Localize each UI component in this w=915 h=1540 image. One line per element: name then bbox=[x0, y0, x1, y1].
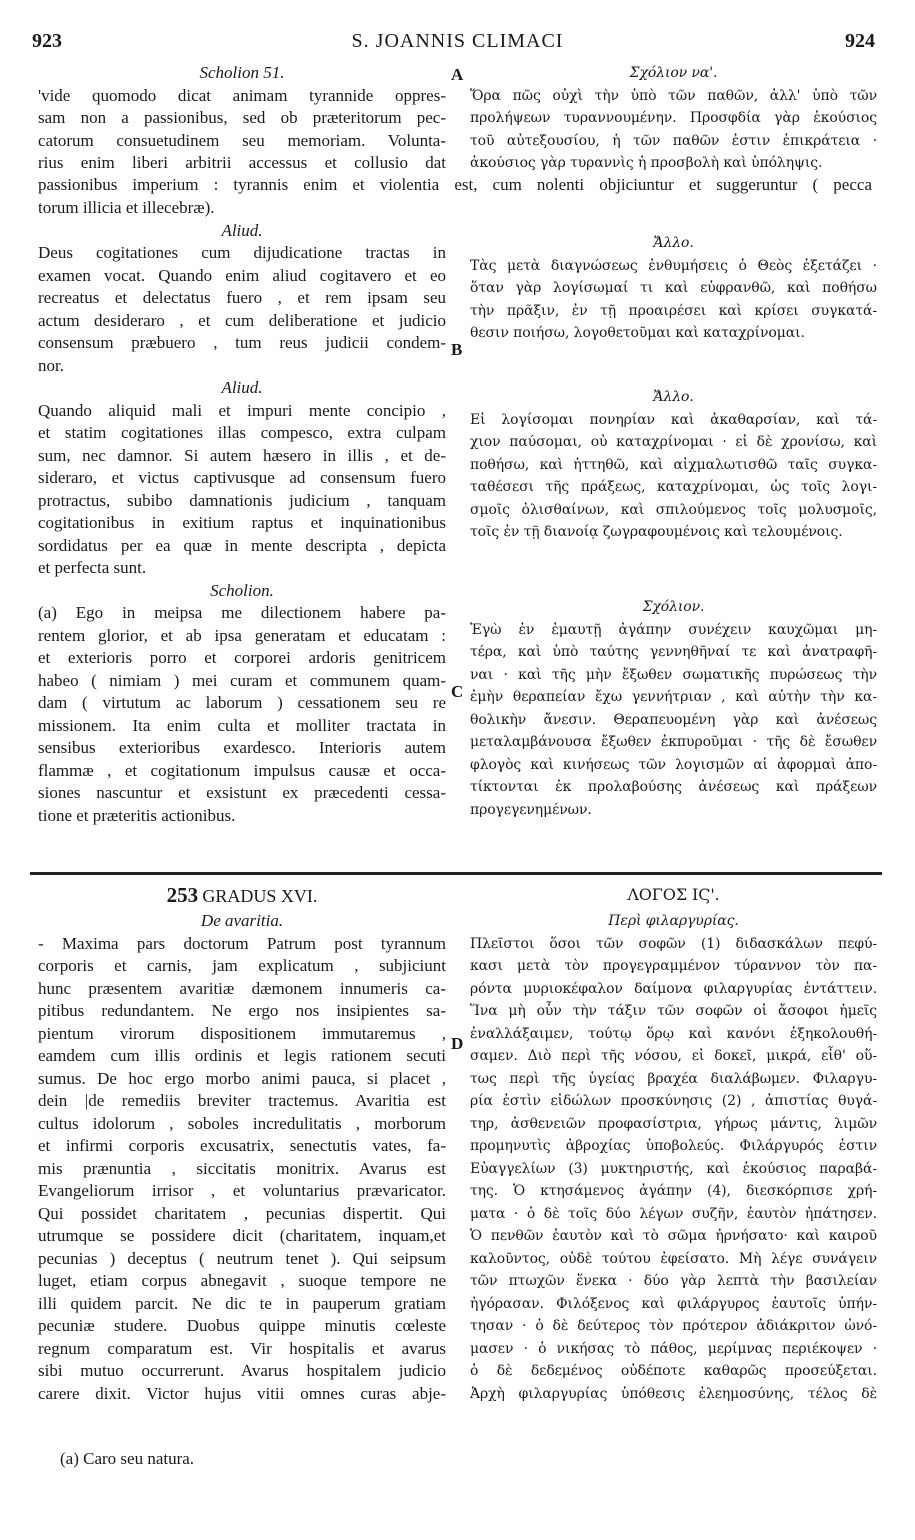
text-line: regnum comparatum est. Vir hospitalis et avarus bbox=[38, 1338, 446, 1358]
text-line: sam non a passionibus, sed ob præteritorum pec- bbox=[38, 108, 446, 127]
text-line: mis prænuntia , siccitatis monitrix. Avarus est bbox=[38, 1158, 446, 1178]
scholion-heading: Scholion. bbox=[210, 580, 274, 600]
text-line: - Maxima pars doctorum Patrum post tyrannum bbox=[38, 933, 446, 953]
section-title-greek: ΛΟΓΟΣ ΙϚ'. bbox=[627, 885, 720, 904]
text-line: Ὁ πενθῶν ἑαυτὸν καὶ τὸ σῶμα ἠρνήσατο· καὶ καιροῦ bbox=[470, 1228, 877, 1244]
text-line: sibi mutuo occurrerunt. Avarus hospitalem judicio bbox=[38, 1361, 446, 1380]
text-line: missionem. Ita enim culta et molliter tractata in bbox=[38, 715, 446, 735]
text-line: Εὐαγγελίων (3) μυκτηριστής, καὶ ἑκούσιος παραβά- bbox=[470, 1160, 877, 1177]
text-line: της. Ὁ κτησάμενος ἀγάπην (4), διεσκόρπισε χρή- bbox=[470, 1183, 877, 1199]
text-line: catorum consuetudinem seu memoriam. Volunta- bbox=[38, 130, 446, 150]
text-line: σμοῖς ὀλισθαίνων, καὶ σπιλούμενος τοῖς μολυσμοῖς, bbox=[470, 501, 877, 518]
text-line: nor. bbox=[38, 355, 64, 375]
text-line: actum desideraro , et cum deliberatione et judicio bbox=[38, 310, 446, 330]
lower-left-column bbox=[38, 884, 446, 1405]
text-line: Ἐγὼ ἐν ἐμαυτῇ ἀγάπην συνέχειν καυχῶμαι μη- bbox=[470, 621, 877, 638]
text-line: et infirmi corporis excusatrix, senectutis vates, fa- bbox=[38, 1136, 446, 1155]
text-line: sideraro, et victus captivusque ad consensum fuero bbox=[38, 468, 446, 487]
text-line: et statim cogitationes illas compesco, extra culpam bbox=[38, 423, 446, 442]
text-line: προμηνυτὶς ἀβροχίας ὑποβολεύς. Φιλάργυρός ἐστιν bbox=[470, 1138, 877, 1154]
text-line: ποθήσω, καὶ ἡττηθῶ, καὶ αἰχμαλωτισθῶ ταῖς συγκα- bbox=[470, 456, 877, 473]
text-line: hunc præsentem avaritiæ dæmonem innumeris ca- bbox=[38, 978, 446, 998]
text-line: ματα · ὁ δὲ τοῖς δύο λέγων συζῆν, ἑαυτὸν ἠπάτησεν. bbox=[470, 1205, 877, 1222]
text-line: Evangeliorum irrisor , et voluntarius prævaricator. bbox=[38, 1181, 446, 1200]
text-line: cogitationibus in exitium raptus et inquinationibus bbox=[38, 513, 446, 532]
text-line: τησαν · ὁ δὲ δεύτερος τὸν πρότερον ἀδιάκριτον ὠνό- bbox=[470, 1318, 877, 1334]
section-divider bbox=[30, 872, 882, 875]
upper-right-column-continued bbox=[470, 232, 877, 345]
text-line: (a) Ego in meipsa me dilectionem habere pa- bbox=[38, 603, 446, 622]
page-number-right: 924 bbox=[845, 30, 875, 52]
text-line: dam ( virtutum ac laborum ) cessationem seu re bbox=[38, 693, 446, 712]
text-line: μασεν · ὁ νικήσας τὸ πάθος, μερίμνας περιέκοψεν · bbox=[470, 1340, 877, 1357]
section-title: GRADUS XVI. bbox=[202, 886, 318, 906]
text-line: κασι μετὰ τὸν προγεγραμμένον τύραννον τὸν πα- bbox=[470, 958, 877, 974]
margin-marker-d: D bbox=[451, 1034, 464, 1053]
margin-marker-a: A bbox=[451, 65, 464, 84]
text-line: τηρ, ἀσθενειῶν προφασίστρια, γήρως μάντις, λιμῶν bbox=[470, 1115, 877, 1132]
text-line: ἀκούσιος γὰρ τυραννὶς ἡ προσβολὴ καὶ ὑπόληψις. bbox=[470, 155, 823, 171]
section-subtitle-greek: Περὶ φιλαργυρίας. bbox=[608, 913, 739, 929]
text-line: pientum virorum dispositionem immutaremus , bbox=[38, 1023, 446, 1043]
text-line: τέρα, καὶ ὑπὸ ταύτης γεννηθῆναί τε καὶ ἀνατραφῆ- bbox=[470, 644, 877, 660]
scholion-51-heading: Scholion 51. bbox=[199, 63, 285, 82]
text-line: habeo ( nimiam ) mei curam et communem quam- bbox=[38, 670, 446, 690]
text-line: examen vocat. Quando enim aliud cogitavero et eo bbox=[38, 265, 446, 285]
text-line: τως περὶ τῆς ὑγείας βραχέα διαλάβωμεν. Φιλαργυ- bbox=[470, 1070, 877, 1087]
text-line: ρία ἐστὶν εἰδώλων προσκύνησις (2) , ἀπιστίας θυγά- bbox=[470, 1093, 877, 1109]
text-line: Qui possidet charitatem , pecunias dispertit. Qui bbox=[38, 1203, 446, 1223]
running-title: S. JOANNIS CLIMACI bbox=[351, 30, 564, 52]
upper-right-column bbox=[470, 62, 877, 175]
allo-heading: Ἄλλο. bbox=[653, 235, 694, 251]
text-line: corporis et carnis, jam explicatum , subjiciunt bbox=[38, 956, 446, 975]
text-line: σαμεν. Διὸ περὶ τῆς νόσου, εἰ δοκεῖ, μικρά, εἶθ' οὕ- bbox=[470, 1048, 877, 1064]
text-line: μεταλαμβάνουσα ἔξωθεν ἐκπυροῦμαι · τῆς δὲ ἔσωθεν bbox=[470, 734, 877, 750]
text-line: consensum præbuero , tum reus judicii condem- bbox=[38, 333, 446, 352]
text-line: Deus cogitationes cum dijudicatione tractas in bbox=[38, 243, 446, 262]
text-line: sordidatus per ea quæ in mente descripta , depicta bbox=[38, 535, 446, 555]
text-line: rius enim liberi arbitrii accessus et collusio dat bbox=[38, 153, 446, 172]
text-line: eamdem cum illis ordinis et legis rationem secuti bbox=[38, 1046, 446, 1065]
text-line: recreatus et delectatus fuero , et rem ipsam seu bbox=[38, 288, 446, 307]
text-line: Ὅρα πῶς οὐχὶ τὴν ὑπὸ τῶν παθῶν, ἀλλ' ὑπὸ τῶν bbox=[470, 87, 877, 104]
allo-heading: Ἄλλο. bbox=[653, 389, 694, 405]
scholion-51-heading-greek: Σχόλιον να'. bbox=[629, 65, 718, 81]
text-line: torum illicia et illecebræ). bbox=[38, 198, 215, 217]
text-line: θεσιν ποιήσω, λογοθετοῦμαι καὶ καταχρίνομαι. bbox=[470, 325, 805, 341]
text-line: cultus idolorum , soboles incredulitatis , morborum bbox=[38, 1113, 446, 1133]
text-line: Τὰς μετὰ διαγνώσεως ἐνθυμήσεις ὁ Θεὸς ἐξετάζει · bbox=[470, 257, 877, 274]
text-line: Ἀρχὴ φιλαργυρίας ὑπόθεσις ἐλεημοσύνης, τέλος δὲ bbox=[470, 1385, 877, 1402]
text-line: ὅταν γὰρ λογίσωμαί τι καὶ εὐφρανθῶ, καὶ ποθήσω bbox=[470, 280, 877, 296]
text-line: ἠγόρασαν. Φιλόξενος καὶ φιλάργυρος ἑαυτοῖς ὑπήν- bbox=[470, 1295, 877, 1312]
text-line: καλοῦντος, οὐδὲ τούτου ἐφείσατο. Μὴ λέγε συνάγειν bbox=[470, 1250, 877, 1267]
text-line: sum, nec damnor. Si autem hæsero in illis , et de- bbox=[38, 445, 446, 465]
text-line: φλογὸς καὶ κινήσεως τῶν λογισμῶν αἱ ἀφορμαὶ ἀπο- bbox=[470, 756, 877, 773]
aliud-heading: Aliud. bbox=[221, 378, 263, 397]
aliud-heading: Aliud. bbox=[221, 220, 263, 240]
full-width-line: passionibus imperium : tyrannis enim et violentia est, cum nolenti objiciuntur et suggeruntur ( pecca bbox=[38, 175, 872, 194]
text-line: utrumque se possidere dicit (charitatem, inquam,et bbox=[38, 1226, 446, 1245]
text-line: ρόντα μυριοκέφαλον δαίμονα φιλαργυρίας ἐντάττειν. bbox=[470, 980, 877, 997]
section-number: 253 bbox=[166, 884, 199, 907]
text-line: ναι · καὶ τῆς μὴν ἔξωθεν σωματικῆς πυρώσεως τὴν bbox=[470, 666, 877, 683]
section-heading bbox=[38, 884, 446, 910]
text-line: dein |de remediis breviter tractemus. Avaritia est bbox=[38, 1091, 446, 1110]
text-line: flammæ , et cogitationum impulsus causæ et occa- bbox=[38, 760, 446, 780]
text-line: protractus, subibo damnationis judicium , tanquam bbox=[38, 490, 446, 510]
margin-marker-c: C bbox=[451, 682, 464, 701]
text-line: Quando aliquid mali et impuri mente concipio , bbox=[38, 400, 446, 420]
footnote: (a) Caro seu natura. bbox=[60, 1449, 195, 1468]
text-line: τῶν πτωχῶν ἕνεκα · δύο γὰρ λεπτὰ τὴν βασιλείαν bbox=[470, 1273, 877, 1289]
text-line: et exterioris porro et corporei ardoris genitricem bbox=[38, 648, 446, 667]
text-line: τοῦ αὐτεξουσίου, ἡ τῶν παθῶν ἐστιν ἐπικράτεια · bbox=[470, 132, 877, 149]
text-line: 'vide quomodo dicat animam tyrannide oppres- bbox=[38, 85, 446, 105]
upper-right-allo-2 bbox=[470, 386, 877, 544]
text-line: προλήψεων τυραννουμένην. Προσφδία γὰρ ἑκούσιος bbox=[470, 110, 877, 126]
text-line: pecuniæ studere. Duobus quippe minutis cœleste bbox=[38, 1316, 446, 1335]
upper-right-scholion bbox=[470, 596, 877, 821]
text-line: illi quidem parcit. Ne dic te in pauperum gratiam bbox=[38, 1293, 446, 1313]
text-line: luget, etiam corpus abnegavit , suoque tempore ne bbox=[38, 1271, 446, 1290]
upper-left-column bbox=[38, 62, 446, 175]
section-subtitle: De avaritia. bbox=[200, 911, 284, 930]
text-line: pitibus redundantem. Ne ergo nos insipientes sa- bbox=[38, 1001, 446, 1020]
text-line: ἐναλλάξαιμεν, τούτῳ ὅρῳ καὶ κανόνι ἐξηκολουθή- bbox=[470, 1025, 877, 1042]
margin-marker-b: B bbox=[451, 340, 463, 359]
text-line: χιον παύσομαι, οὐ καταχρίνομαι · εἰ δὲ χρονίσω, καὶ bbox=[470, 434, 877, 450]
upper-left-column-continued bbox=[38, 197, 446, 827]
lower-right-column bbox=[470, 884, 877, 1405]
text-line: sensibus exterioribus exardesco. Interioris autem bbox=[38, 738, 446, 757]
text-line: θολικὴν ἄνεσιν. Θεραπευομένη γὰρ καὶ ἀνέσεως bbox=[470, 711, 877, 728]
text-line: τοῖς ἐν τῇ διανοίᾳ ζωγραφουμένοις καὶ τελουμένοις. bbox=[470, 524, 843, 540]
text-line: Πλεῖστοι ὅσοι τῶν σοφῶν (1) διδασκάλων πεφύ- bbox=[470, 935, 877, 952]
text-line: Εἰ λογίσομαι πονηρίαν καὶ ἀκαθαρσίαν, καὶ τά- bbox=[470, 411, 877, 428]
text-line: tione et præteritis actionibus. bbox=[38, 805, 236, 825]
text-line: sumus. De hoc ergo morbo animi pauca, si placet , bbox=[38, 1068, 446, 1088]
text-line: pecunias ) deceptus ( neutrum tenet ). Qui seipsum bbox=[38, 1248, 446, 1268]
text-line: Ἵνα μὴ οὖν τὴν τάξιν τῶν σοφῶν οἱ ἄσοφοι ἡμεῖς bbox=[470, 1003, 877, 1019]
text-line: ἐμὴν θεραπείαν ἔχω γεννήτριαν , καὶ αὐτὴν τὴν κα- bbox=[470, 689, 877, 705]
text-line: et perfecta sunt. bbox=[38, 558, 147, 577]
text-line: τὴν πρᾶξιν, ἐν τῇ προαιρέσει καὶ κρίσει συγκατά- bbox=[470, 302, 877, 319]
text-line: τίκτονται ἐκ προλαβούσης ἀνέσεως καὶ πράξεων bbox=[470, 779, 877, 795]
text-line: ταθέσεσι τῆς πράξεως, καταχρίνομαι, ὡς τοῖς λογι- bbox=[470, 479, 877, 495]
text-line: προγεγενημένων. bbox=[470, 801, 592, 818]
page-number-left: 923 bbox=[32, 30, 62, 52]
text-line: rentem glorior, et ab ipsa generatam et educatam : bbox=[38, 625, 446, 645]
scholion-heading-greek: Σχόλιον. bbox=[642, 599, 705, 615]
text-line: ὁ δὲ δεδεμένος οὐδέποτε καθαρῶς προσεύξεται. bbox=[470, 1363, 877, 1379]
text-line: carere dixit. Victor hujus vitii omnes curas abje- bbox=[38, 1383, 446, 1403]
text-line: siones nascuntur et exsistunt ex præcedenti cessa- bbox=[38, 783, 446, 802]
